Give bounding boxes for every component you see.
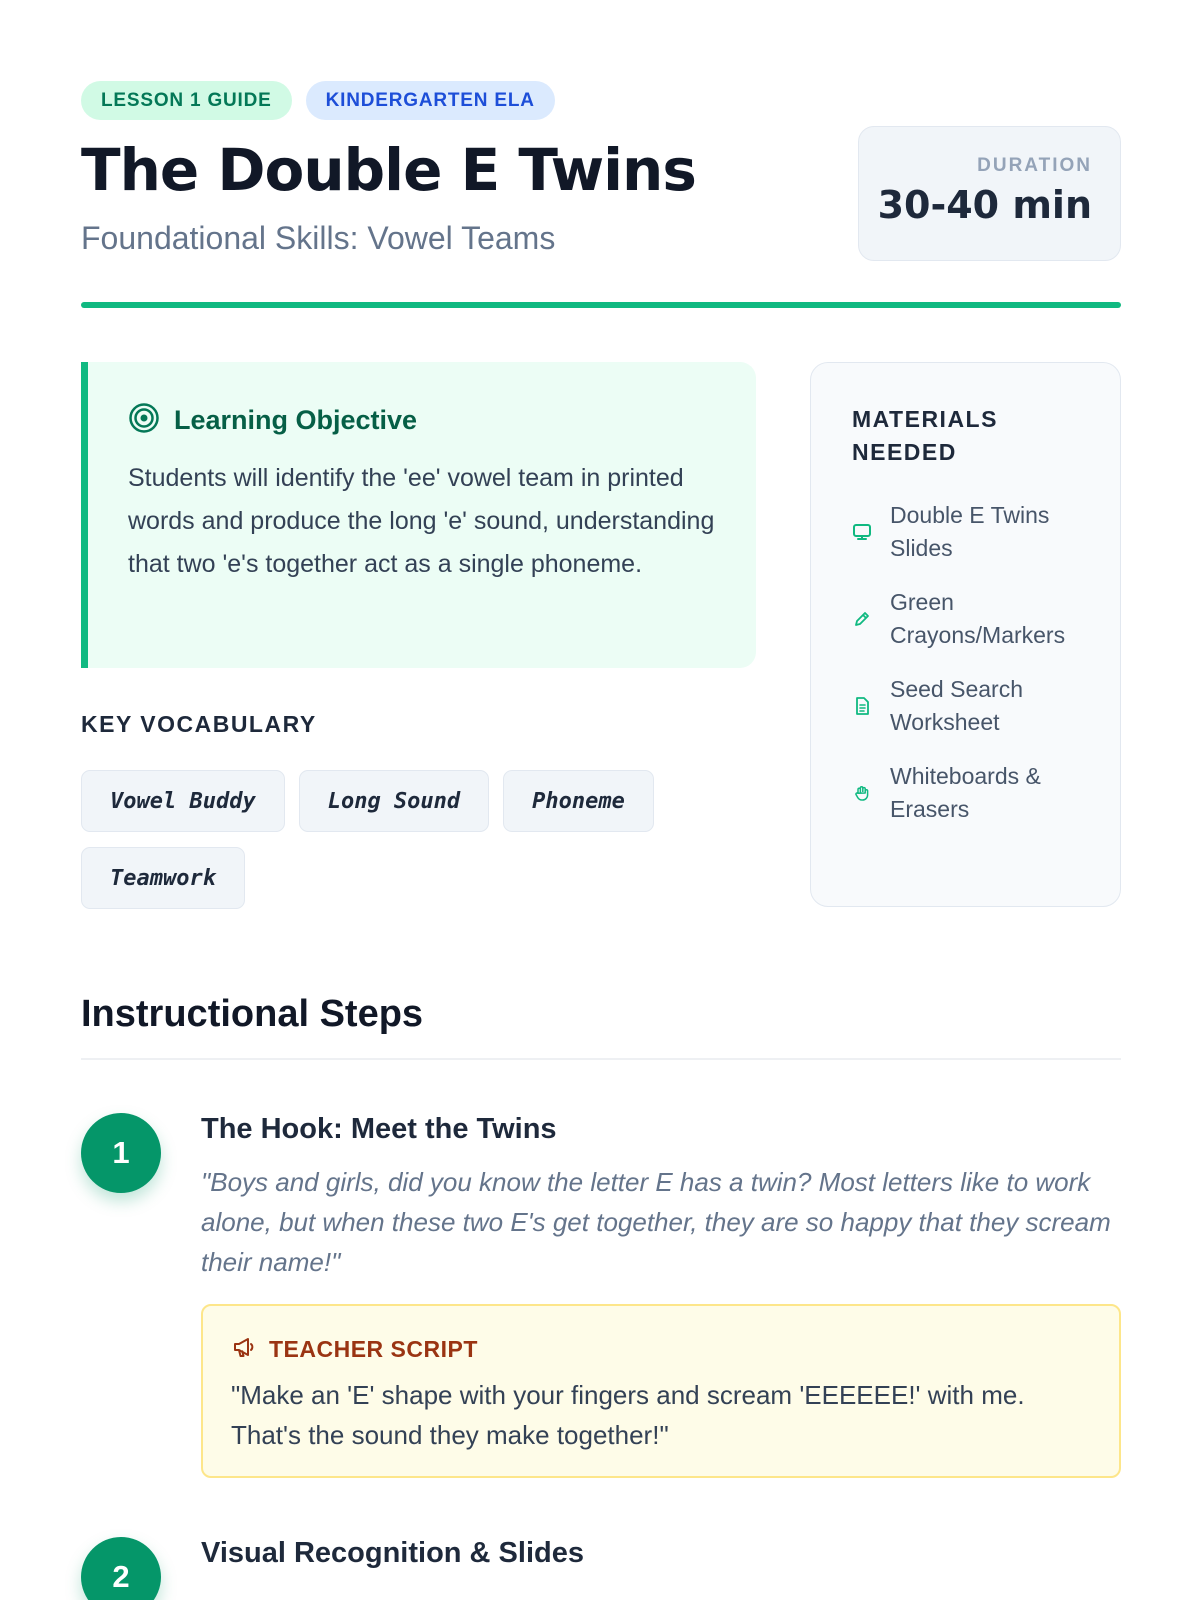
target-icon: [128, 402, 160, 439]
badge-row: [81, 81, 555, 120]
material-item: [852, 673, 1092, 739]
hand-icon: [852, 783, 872, 803]
steps-section-title: Instructional Steps: [81, 993, 424, 1035]
step-title: Visual Recognition & Slides: [201, 1537, 584, 1569]
materials-list: [852, 499, 1092, 826]
vocab-chip: Phoneme: [503, 770, 654, 832]
objective-title: Learning Objective: [174, 405, 418, 435]
step-number-badge: 1: [81, 1113, 161, 1193]
materials-title: MATERIALS NEEDED: [852, 406, 998, 465]
vocabulary-title: KEY VOCABULARY: [81, 711, 317, 737]
megaphone-icon: [231, 1334, 257, 1365]
step-body: [201, 1113, 1121, 1478]
teacher-script-box: [201, 1304, 1121, 1478]
duration-value: 30-40 min: [877, 183, 1092, 227]
vocab-chip: Teamwork: [81, 847, 245, 909]
step-quote: "Boys and girls, did you know the letter E has a twin? Most letters like to work alone, but when these two E's get together, they are so happy that they scream their name!": [201, 1167, 1111, 1277]
materials-card: [810, 362, 1121, 907]
material-label: Green Crayons/Markers: [890, 589, 1066, 648]
vocabulary-list: [81, 770, 756, 909]
monitor-icon: [852, 522, 872, 542]
material-label: Seed Search Worksheet: [890, 676, 1023, 735]
vocab-chip: Vowel Buddy: [81, 770, 285, 832]
grade-badge: KINDERGARTEN ELA: [306, 81, 555, 120]
duration-label: DURATION: [977, 155, 1092, 176]
material-item: [852, 760, 1092, 826]
duration-card: [858, 126, 1121, 261]
material-item: [852, 499, 1092, 565]
objective-text: Students will identify the 'ee' vowel team in printed words and produce the long 'e' sound, understanding that two 'e's together act as a single phoneme.: [128, 464, 715, 578]
document-icon: [852, 696, 872, 716]
page-subtitle: Foundational Skills: Vowel Teams: [81, 220, 556, 256]
step-title: The Hook: Meet the Twins: [201, 1113, 557, 1145]
lesson-badge: LESSON 1 GUIDE: [81, 81, 292, 120]
script-text: "Make an 'E' shape with your fingers and scream 'EEEEEE!' with me. That's the sound they make together!": [231, 1380, 1025, 1450]
material-label: Whiteboards & Erasers: [890, 763, 1041, 822]
material-item: [852, 586, 1092, 652]
step-number-badge: 2: [81, 1537, 161, 1600]
objective-header: [128, 402, 716, 439]
header-divider: [81, 302, 1121, 308]
pencil-icon: [852, 609, 872, 629]
steps-divider: [81, 1058, 1121, 1060]
material-label: Double E Twins Slides: [890, 502, 1050, 561]
vocab-chip: Long Sound: [299, 770, 489, 832]
page-title: The Double E Twins: [81, 136, 696, 204]
script-label: TEACHER SCRIPT: [269, 1336, 478, 1362]
learning-objective-card: [81, 362, 756, 668]
script-header: [231, 1334, 1091, 1365]
step-body: [201, 1537, 1121, 1570]
